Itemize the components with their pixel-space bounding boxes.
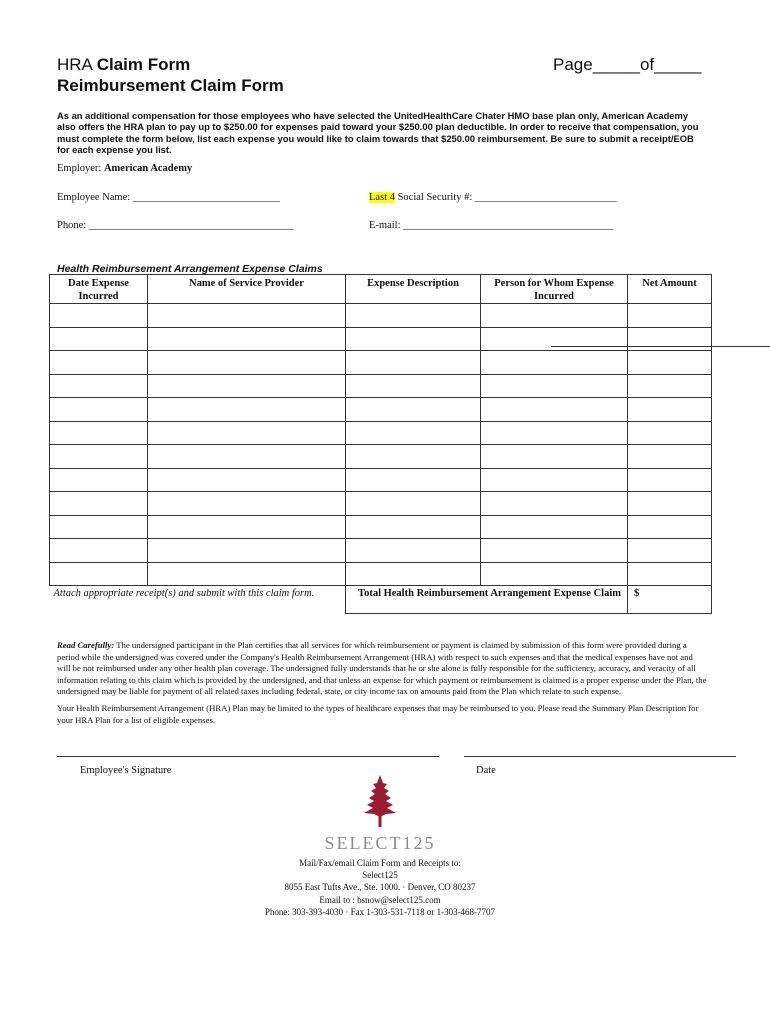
table-header-row bbox=[50, 275, 712, 304]
table-cell[interactable] bbox=[50, 304, 148, 328]
table-row bbox=[50, 492, 712, 516]
table-cell[interactable] bbox=[481, 374, 628, 398]
table-cell[interactable] bbox=[481, 398, 628, 422]
employee-name-field[interactable]: Employee Name: ____________________________ bbox=[57, 192, 280, 203]
pine-tree-icon bbox=[360, 775, 400, 827]
table-row bbox=[50, 421, 712, 445]
employer-label: Employer: bbox=[57, 163, 102, 174]
table-cell[interactable] bbox=[50, 351, 148, 375]
footer-line-2: Select125 bbox=[362, 870, 398, 881]
date-signature-line[interactable] bbox=[464, 756, 736, 757]
employee-signature-line[interactable] bbox=[57, 756, 439, 757]
table-cell[interactable] bbox=[50, 492, 148, 516]
last4-highlight: Last 4 bbox=[369, 192, 395, 203]
col-date-header: Date Expense Incurred bbox=[50, 275, 148, 304]
table-cell[interactable] bbox=[50, 539, 148, 563]
footer-line-5: Phone: 303-393-4030 · Fax 1-303-531-7118 or 1-303-468-7707 bbox=[264, 906, 496, 917]
table-cell[interactable] bbox=[346, 421, 481, 445]
form-subtitle: Reimbursement Claim Form bbox=[57, 76, 284, 95]
table-cell[interactable] bbox=[628, 445, 712, 469]
table-cell[interactable] bbox=[346, 492, 481, 516]
table-cell[interactable] bbox=[346, 539, 481, 563]
form-title bbox=[57, 55, 190, 75]
table-cell[interactable] bbox=[148, 492, 346, 516]
employer-line bbox=[57, 163, 192, 174]
table-row bbox=[50, 304, 712, 328]
table-cell[interactable] bbox=[628, 468, 712, 492]
table-cell[interactable] bbox=[628, 562, 712, 586]
table-cell[interactable] bbox=[148, 374, 346, 398]
table-cell[interactable] bbox=[346, 562, 481, 586]
table-cell[interactable] bbox=[481, 562, 628, 586]
table-row bbox=[50, 562, 712, 586]
table-cell[interactable] bbox=[346, 327, 481, 351]
table-cell[interactable] bbox=[481, 539, 628, 563]
table-cell[interactable] bbox=[346, 445, 481, 469]
brand-logo-text: SELECT125 bbox=[324, 833, 436, 853]
table-row bbox=[50, 445, 712, 469]
email-field[interactable]: E-mail: ________________________________________ bbox=[369, 220, 614, 231]
table-cell[interactable] bbox=[346, 351, 481, 375]
table-cell[interactable] bbox=[346, 515, 481, 539]
employer-value: American Academy bbox=[103, 163, 193, 174]
footer-line-4: Email to : bsnow@select125.com bbox=[319, 894, 441, 905]
table-cell[interactable] bbox=[148, 304, 346, 328]
employee-signature-label: Employee's Signature bbox=[80, 765, 172, 776]
table-cell[interactable] bbox=[346, 468, 481, 492]
col-amount-header: Net Amount bbox=[628, 275, 712, 304]
expense-table bbox=[49, 274, 712, 614]
table-cell[interactable] bbox=[346, 304, 481, 328]
col-description-header: Expense Description bbox=[346, 275, 481, 304]
plan-limit-paragraph: Your Health Reimbursement Arrangement (HRA) Plan may be limited to the types of healthcare expenses that may be reimbursed to you. Please read the Summary Plan Description for your HRA Plan for a list of eligible expenses. bbox=[57, 702, 699, 725]
legal-text bbox=[57, 640, 707, 731]
page-number-field[interactable]: Page_____of_____ bbox=[553, 55, 702, 74]
title-bold: Claim Form bbox=[96, 55, 191, 74]
footer-line-1: Mail/Fax/email Claim Form and Receipts to: bbox=[299, 858, 461, 868]
table-cell[interactable] bbox=[481, 304, 628, 328]
table-cell[interactable] bbox=[628, 539, 712, 563]
table-row bbox=[50, 351, 712, 375]
table-cell[interactable] bbox=[50, 374, 148, 398]
ssn-field[interactable] bbox=[369, 192, 617, 203]
table-cell[interactable] bbox=[148, 468, 346, 492]
table-cell[interactable] bbox=[481, 421, 628, 445]
certification-paragraph bbox=[57, 640, 707, 698]
table-cell[interactable] bbox=[50, 398, 148, 422]
table-cell[interactable] bbox=[628, 515, 712, 539]
table-row bbox=[50, 398, 712, 422]
table-cell[interactable] bbox=[628, 421, 712, 445]
table-cell[interactable] bbox=[148, 445, 346, 469]
table-cell[interactable] bbox=[481, 515, 628, 539]
footer-line-3: 8055 East Tufts Ave., Ste. 1000. · Denver, CO 80237 bbox=[284, 882, 476, 893]
table-row bbox=[50, 515, 712, 539]
table-cell[interactable] bbox=[148, 398, 346, 422]
table-total-row bbox=[50, 586, 712, 614]
table-cell[interactable] bbox=[481, 351, 628, 375]
col-person-header: Person for Whom Expense Incurred bbox=[481, 275, 628, 304]
stray-line bbox=[551, 346, 770, 347]
table-cell[interactable] bbox=[148, 421, 346, 445]
table-cell[interactable] bbox=[628, 398, 712, 422]
table-cell[interactable] bbox=[481, 492, 628, 516]
date-label: Date bbox=[476, 765, 496, 776]
table-cell[interactable] bbox=[628, 304, 712, 328]
table-title: Health Reimbursement Arrangement Expense Claims bbox=[57, 263, 323, 275]
intro-text: As an additional compensation for those employees who have selected the UnitedHealthCare Chater HMO base plan only, American Academy also offers the HRA plan to pay up to $250.00 for expenses paid toward your $250.00 plan deductible. In order to receive that compensation, you must complete the form below, list each expense you would like to claim towards that $250.00 reimbursement. Be sure to submit a receipt/EOB for each expense you list. bbox=[57, 110, 699, 155]
table-row bbox=[50, 468, 712, 492]
certification-text: The undersigned participant in the Plan certifies that all services for which reimbursement or payment is claimed by submission of this form were provided during a period while the undersigned was covered under the Company's Health Reimbursement Arrangement (HRA) with respect to such expenses and that the medical expenses have not and will be not reimbursed under any other health plan coverage. The undersigned fully understands that he or she alone is fully responsible for the sufficiency, accuracy, and veracity of all information relating to this claim which is provided by the undersigned, and that unless an expense for which payment or reimbursement is claimed is a proper expense under the Plan, the undersigned may be liable for payment of all related taxes including federal, state, or city income tax on amounts paid from the Plan which relate to such expense. bbox=[57, 640, 707, 697]
table-cell[interactable] bbox=[50, 445, 148, 469]
table-cell[interactable] bbox=[148, 327, 346, 351]
table-cell[interactable] bbox=[148, 539, 346, 563]
ssn-label: Social Security #: ___________________________ bbox=[397, 192, 617, 203]
table-cell[interactable] bbox=[50, 327, 148, 351]
table-cell[interactable] bbox=[346, 398, 481, 422]
title-prefix: HRA bbox=[57, 55, 92, 74]
table-cell[interactable] bbox=[148, 562, 346, 586]
footer-contact bbox=[200, 857, 560, 918]
table-cell[interactable] bbox=[148, 515, 346, 539]
table-cell[interactable] bbox=[481, 445, 628, 469]
table-cell[interactable] bbox=[50, 562, 148, 586]
total-label: Total Health Reimbursement Arrangement Expense Claim bbox=[346, 586, 628, 614]
table-cell[interactable] bbox=[50, 468, 148, 492]
table-cell[interactable] bbox=[50, 515, 148, 539]
table-row bbox=[50, 374, 712, 398]
col-provider-header: Name of Service Provider bbox=[148, 275, 346, 304]
table-row bbox=[50, 539, 712, 563]
phone-field[interactable]: Phone: _______________________________________ bbox=[57, 220, 294, 231]
total-amount-field[interactable]: $ bbox=[628, 586, 712, 614]
read-carefully-label: Read Carefully: bbox=[57, 640, 115, 650]
table-cell[interactable] bbox=[50, 421, 148, 445]
table-cell[interactable] bbox=[628, 492, 712, 516]
table-cell[interactable] bbox=[346, 374, 481, 398]
table-cell[interactable] bbox=[628, 351, 712, 375]
table-cell[interactable] bbox=[481, 468, 628, 492]
attach-note: Attach appropriate receipt(s) and submit with this claim form. bbox=[50, 586, 346, 614]
table-cell[interactable] bbox=[628, 374, 712, 398]
table-cell[interactable] bbox=[148, 351, 346, 375]
